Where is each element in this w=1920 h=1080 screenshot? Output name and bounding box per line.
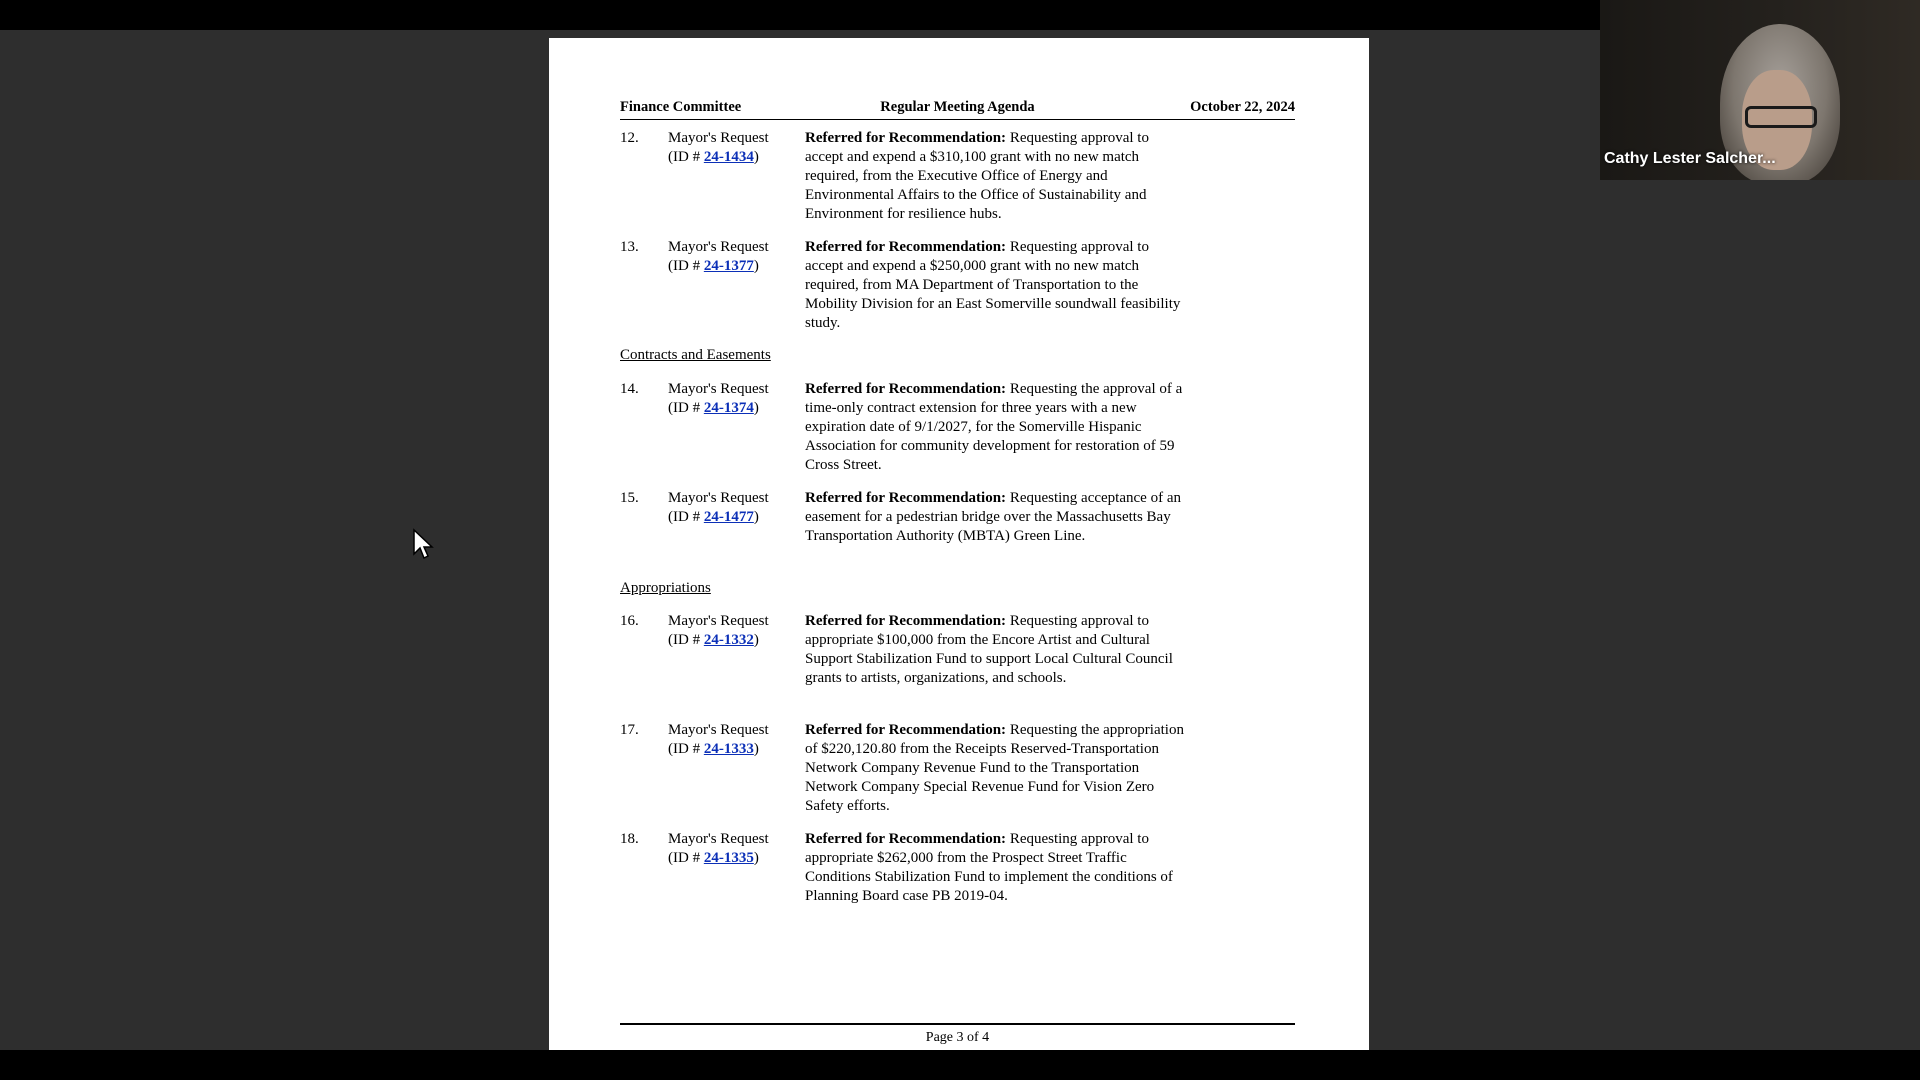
id-prefix: (ID # [668,400,704,416]
item-number: 17. [620,722,639,738]
id-suffix: ) [753,850,759,866]
item-text: Requesting the approval of a time-only contract extension for three years with a new expiration date of 9/1/2027, for the Somerville Hispanic Association for community development for restoration of 59 Cross Street. [805,381,1183,473]
item-description [805,721,1185,816]
item-request [668,380,808,418]
id-suffix: ) [753,741,759,757]
item-number: 16. [620,613,639,629]
referral-label: Referred for Recommendation: [805,381,1007,397]
item-description [805,612,1185,688]
item-id-link[interactable]: 24-1335 [703,850,754,866]
id-suffix: ) [753,632,759,648]
request-type: Mayor's Request [668,130,769,146]
request-type: Mayor's Request [668,381,769,397]
id-prefix: (ID # [668,258,704,274]
item-request [668,489,808,527]
item-request [668,721,808,759]
section-heading-contracts: Contracts and Easements [620,347,771,363]
id-prefix: (ID # [668,632,704,648]
request-type: Mayor's Request [668,490,769,506]
id-prefix: (ID # [668,850,704,866]
referral-label: Referred for Recommendation: [805,831,1007,847]
item-description [805,489,1185,546]
item-number: 13. [620,239,639,255]
item-request [668,830,808,868]
header-title: Regular Meeting Agenda [880,99,1035,115]
page-number: Page 3 of 4 [925,1030,990,1045]
item-text: Requesting approval to accept and expend a $310,100 grant with no new match required, from the Executive Office of Energy and Environmental Affairs to the Office of Sustainability and Environment for resilience hubs. [805,130,1149,222]
id-suffix: ) [753,509,759,525]
item-request [668,129,808,167]
item-request [668,612,808,650]
header-committee: Finance Committee [620,99,742,115]
request-type: Mayor's Request [668,831,769,847]
item-id-link[interactable]: 24-1332 [703,632,754,648]
id-suffix: ) [753,149,759,165]
item-id-link[interactable]: 24-1477 [703,509,754,525]
item-number: 14. [620,381,639,397]
request-type: Mayor's Request [668,722,769,738]
item-description [805,830,1185,906]
item-id-link[interactable]: 24-1434 [703,149,754,165]
request-type: Mayor's Request [668,613,769,629]
referral-label: Referred for Recommendation: [805,613,1007,629]
item-number: 18. [620,831,639,847]
item-text: Requesting acceptance of an easement for a pedestrian bridge over the Massachusetts Bay Transportation Authority (MBTA) Green Line. [805,490,1181,544]
item-description [805,129,1185,224]
shared-document-page [549,38,1369,1050]
item-text: Requesting the appropriation of $220,120.80 from the Receipts Reserved-Transportation Network Company Revenue Fund to the Transportation Network Company Special Revenue Fund for Vision Zero Safety efforts. [805,722,1184,814]
item-number: 12. [620,130,639,146]
item-id-link[interactable]: 24-1377 [703,258,754,274]
referral-label: Referred for Recommendation: [805,722,1007,738]
document-header [620,99,1295,120]
item-id-link[interactable]: 24-1333 [703,741,754,757]
request-type: Mayor's Request [668,239,769,255]
id-suffix: ) [753,258,759,274]
item-number: 15. [620,490,639,506]
referral-label: Referred for Recommendation: [805,130,1007,146]
id-suffix: ) [753,400,759,416]
referral-label: Referred for Recommendation: [805,490,1007,506]
participant-name: Cathy Lester Salcher... [1604,150,1776,167]
participant-glasses [1745,106,1817,128]
item-id-link[interactable]: 24-1374 [703,400,754,416]
item-request [668,238,808,276]
header-date: October 22, 2024 [1190,99,1295,115]
mouse-cursor-icon [412,528,436,560]
id-prefix: (ID # [668,741,704,757]
section-heading-appropriations: Appropriations [620,580,711,596]
item-text: Requesting approval to appropriate $262,000 from the Prospect Street Traffic Conditions Stabilization Fund to implement the conditions of Planning Board case PB 2019-04. [805,831,1173,904]
participant-video-tile[interactable] [1600,0,1920,180]
id-prefix: (ID # [668,149,704,165]
item-text: Requesting approval to accept and expend a $250,000 grant with no new match required, from MA Department of Transportation to the Mobility Division for an East Somerville soundwall feasibility study. [805,239,1181,331]
item-description [805,380,1185,475]
id-prefix: (ID # [668,509,704,525]
footer-divider [620,1023,1295,1025]
referral-label: Referred for Recommendation: [805,239,1007,255]
bottom-bar [0,1050,1920,1080]
item-description [805,238,1185,333]
item-text: Requesting approval to appropriate $100,000 from the Encore Artist and Cultural Support Stabilization Fund to support Local Cultural Council grants to artists, organizations, and schools. [805,613,1173,686]
